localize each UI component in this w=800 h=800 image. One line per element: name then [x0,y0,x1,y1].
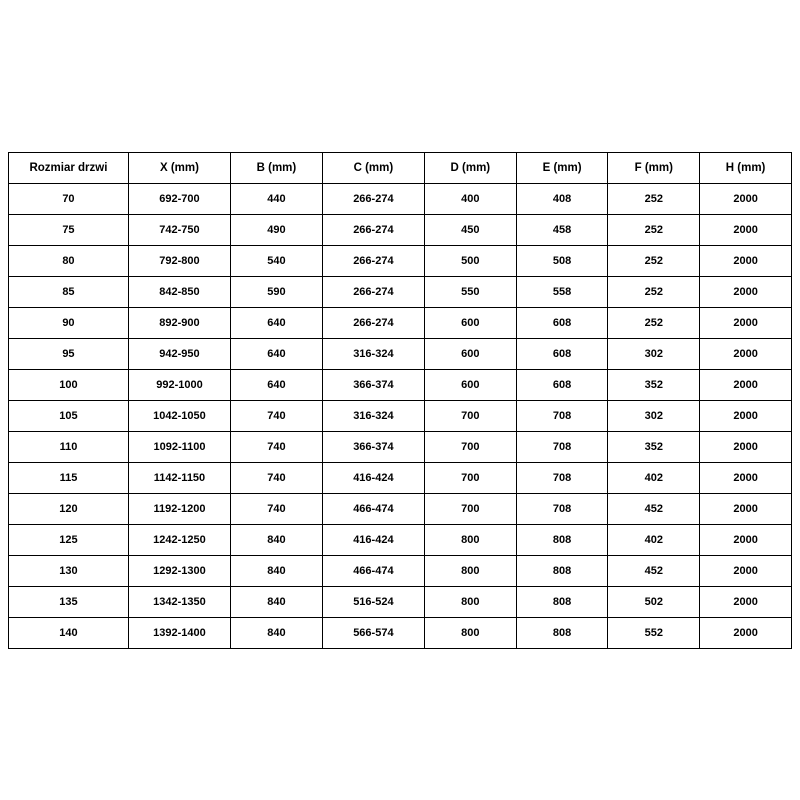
table-cell: 600 [424,339,516,370]
table-column-header: Rozmiar drzwi [9,153,129,184]
table-cell: 105 [9,401,129,432]
table-cell: 516-524 [322,587,424,618]
table-cell: 1192-1200 [128,494,230,525]
table-cell: 842-850 [128,277,230,308]
table-cell: 600 [424,308,516,339]
table-cell: 452 [608,556,700,587]
table-cell: 700 [424,432,516,463]
table-cell: 70 [9,184,129,215]
table-cell: 1242-1250 [128,525,230,556]
table-cell: 1392-1400 [128,618,230,649]
table-header-row [9,153,792,184]
table-cell: 408 [516,184,608,215]
table-column-header: C (mm) [322,153,424,184]
table-cell: 402 [608,525,700,556]
table-cell: 450 [424,215,516,246]
table-cell: 2000 [700,432,792,463]
table-cell: 302 [608,401,700,432]
table-cell: 792-800 [128,246,230,277]
table-row [9,618,792,649]
table-header [9,153,792,184]
table-cell: 2000 [700,339,792,370]
table-cell: 1092-1100 [128,432,230,463]
table-cell: 708 [516,494,608,525]
table-cell: 692-700 [128,184,230,215]
table-cell: 708 [516,401,608,432]
table-cell: 2000 [700,277,792,308]
table-cell: 316-324 [322,401,424,432]
table-row [9,401,792,432]
table-row [9,556,792,587]
table-column-header: B (mm) [231,153,323,184]
table-cell: 800 [424,587,516,618]
table-cell: 608 [516,308,608,339]
table-cell: 640 [231,339,323,370]
table-cell: 600 [424,370,516,401]
table-cell: 700 [424,494,516,525]
table-cell: 742-750 [128,215,230,246]
table-cell: 90 [9,308,129,339]
table-cell: 115 [9,463,129,494]
table-cell: 2000 [700,370,792,401]
table-cell: 416-424 [322,525,424,556]
table-cell: 266-274 [322,184,424,215]
table-cell: 400 [424,184,516,215]
table-cell: 700 [424,401,516,432]
table-cell: 708 [516,463,608,494]
table-cell: 608 [516,339,608,370]
table-cell: 840 [231,525,323,556]
table-cell: 466-474 [322,556,424,587]
table-cell: 800 [424,556,516,587]
dimensions-table [8,152,792,649]
table-cell: 840 [231,556,323,587]
table-cell: 808 [516,556,608,587]
table-row [9,308,792,339]
table-column-header: X (mm) [128,153,230,184]
table-cell: 808 [516,587,608,618]
table-cell: 740 [231,463,323,494]
table-cell: 942-950 [128,339,230,370]
table-cell: 2000 [700,463,792,494]
table-cell: 416-424 [322,463,424,494]
table-cell: 140 [9,618,129,649]
table-cell: 2000 [700,494,792,525]
table-cell: 640 [231,308,323,339]
table-cell: 2000 [700,556,792,587]
table-cell: 302 [608,339,700,370]
table-cell: 252 [608,277,700,308]
table-cell: 558 [516,277,608,308]
table-cell: 2000 [700,215,792,246]
table-cell: 2000 [700,184,792,215]
table-cell: 500 [424,246,516,277]
table-cell: 840 [231,587,323,618]
table-cell: 2000 [700,308,792,339]
table-cell: 540 [231,246,323,277]
table-column-header: D (mm) [424,153,516,184]
table-cell: 100 [9,370,129,401]
table-cell: 252 [608,215,700,246]
table-row [9,432,792,463]
table-cell: 80 [9,246,129,277]
table-cell: 266-274 [322,215,424,246]
table-cell: 110 [9,432,129,463]
table-cell: 808 [516,618,608,649]
table-cell: 840 [231,618,323,649]
table-row [9,184,792,215]
table-cell: 1142-1150 [128,463,230,494]
table-cell: 740 [231,494,323,525]
table-column-header: F (mm) [608,153,700,184]
table-column-header: E (mm) [516,153,608,184]
table-cell: 125 [9,525,129,556]
table-cell: 352 [608,370,700,401]
table-cell: 466-474 [322,494,424,525]
table-cell: 2000 [700,525,792,556]
table-row [9,587,792,618]
table-cell: 550 [424,277,516,308]
table-cell: 266-274 [322,308,424,339]
table-row [9,463,792,494]
table-cell: 252 [608,246,700,277]
table-cell: 252 [608,184,700,215]
dimensions-table-container [8,152,792,649]
table-cell: 1042-1050 [128,401,230,432]
table-cell: 252 [608,308,700,339]
table-cell: 75 [9,215,129,246]
table-cell: 130 [9,556,129,587]
table-column-header: H (mm) [700,153,792,184]
table-cell: 2000 [700,246,792,277]
table-cell: 892-900 [128,308,230,339]
table-cell: 608 [516,370,608,401]
table-cell: 740 [231,432,323,463]
table-cell: 266-274 [322,246,424,277]
table-cell: 440 [231,184,323,215]
table-cell: 1292-1300 [128,556,230,587]
table-cell: 402 [608,463,700,494]
table-cell: 552 [608,618,700,649]
table-cell: 352 [608,432,700,463]
table-cell: 800 [424,618,516,649]
table-cell: 366-374 [322,432,424,463]
table-row [9,339,792,370]
table-cell: 502 [608,587,700,618]
table-row [9,246,792,277]
table-cell: 458 [516,215,608,246]
table-cell: 135 [9,587,129,618]
table-cell: 452 [608,494,700,525]
table-cell: 992-1000 [128,370,230,401]
table-cell: 266-274 [322,277,424,308]
table-cell: 808 [516,525,608,556]
table-row [9,215,792,246]
table-cell: 508 [516,246,608,277]
table-cell: 85 [9,277,129,308]
table-cell: 2000 [700,587,792,618]
table-cell: 95 [9,339,129,370]
table-row [9,525,792,556]
table-cell: 120 [9,494,129,525]
table-cell: 2000 [700,401,792,432]
table-body [9,184,792,649]
table-cell: 640 [231,370,323,401]
table-cell: 316-324 [322,339,424,370]
table-cell: 740 [231,401,323,432]
table-cell: 566-574 [322,618,424,649]
table-cell: 2000 [700,618,792,649]
table-cell: 490 [231,215,323,246]
table-row [9,277,792,308]
table-cell: 366-374 [322,370,424,401]
table-row [9,370,792,401]
table-cell: 800 [424,525,516,556]
table-cell: 700 [424,463,516,494]
table-cell: 708 [516,432,608,463]
table-row [9,494,792,525]
table-cell: 590 [231,277,323,308]
table-cell: 1342-1350 [128,587,230,618]
